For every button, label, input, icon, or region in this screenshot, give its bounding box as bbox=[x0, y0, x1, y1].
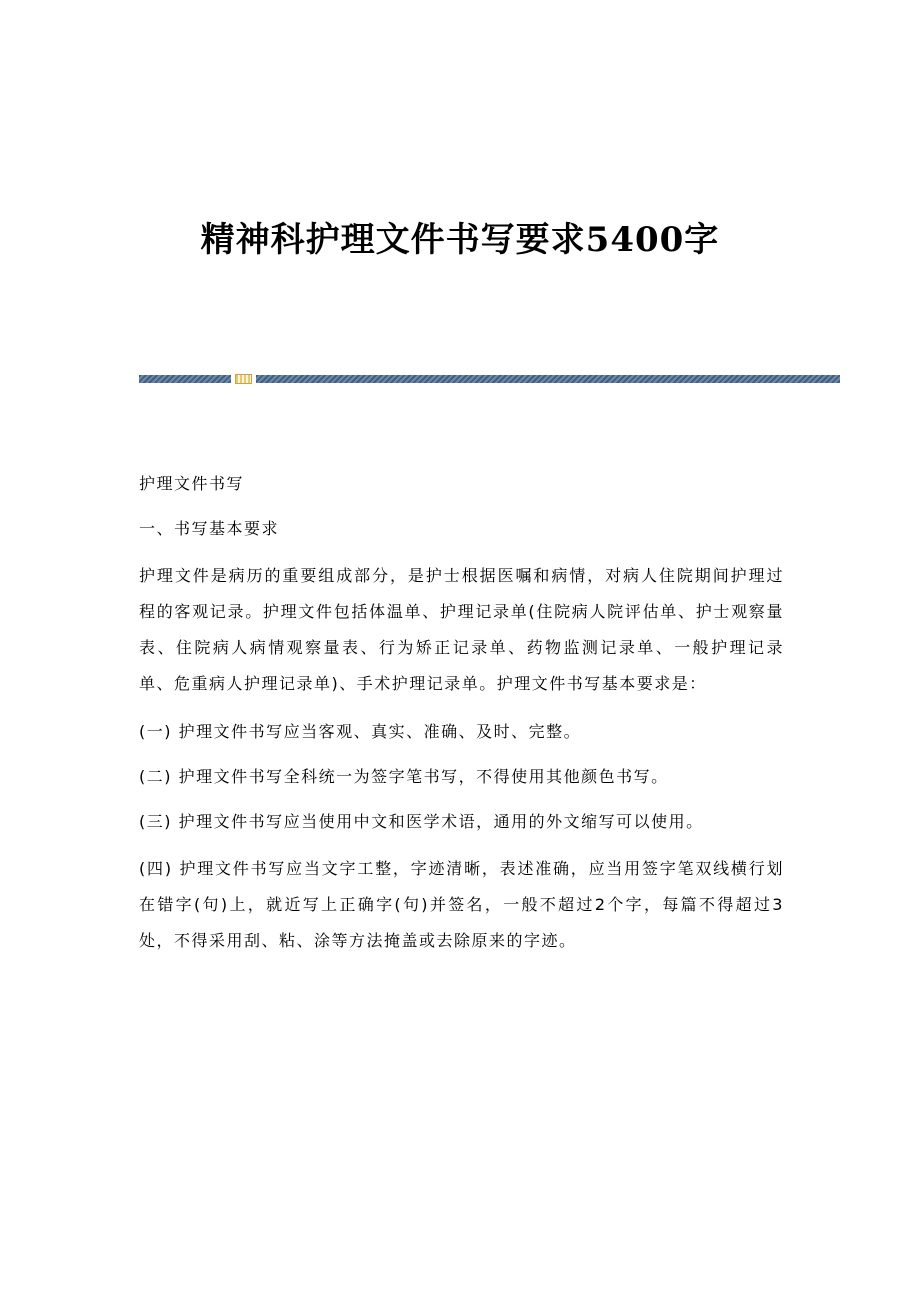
document-body bbox=[139, 468, 784, 973]
divider-ornament-icon bbox=[235, 374, 252, 384]
document-title: 精神科护理文件书写要求5400字 bbox=[200, 220, 720, 260]
title-divider bbox=[139, 375, 840, 383]
requirement-item-4: (四) 护理文件书写应当文字工整，字迹清晰，表述准确，应当用签字笔双线横行划在错字(句)上，就近写上正确字(句)并签名，一般不超过2个字，每篇不得超过3处，不得采用刮、粘、涂等方法掩盖或去除原来的字迹。 bbox=[139, 859, 784, 950]
section-heading: 护理文件书写 bbox=[139, 474, 245, 493]
requirement-item-1: (一) 护理文件书写应当客观、真实、准确、及时、完整。 bbox=[139, 722, 582, 741]
subsection-heading: 一、书写基本要求 bbox=[139, 519, 280, 538]
divider-bar-left bbox=[139, 375, 231, 383]
divider-bar-right bbox=[256, 375, 840, 383]
intro-paragraph: 护理文件是病历的重要组成部分，是护士根据医嘱和病情，对病人住院期间护理过程的客观记录。护理文件包括体温单、护理记录单(住院病人院评估单、护士观察量表、住院病人病情观察量表、行为矫正记录单、药物监测记录单、一般护理记录单、危重病人护理记录单)、手术护理记录单。护理文件书写基本要求是： bbox=[139, 566, 784, 693]
requirement-item-3: (三) 护理文件书写应当使用中文和医学术语，通用的外文缩写可以使用。 bbox=[139, 812, 704, 831]
requirement-item-2: (二) 护理文件书写全科统一为签字笔书写，不得使用其他颜色书写。 bbox=[139, 767, 669, 786]
